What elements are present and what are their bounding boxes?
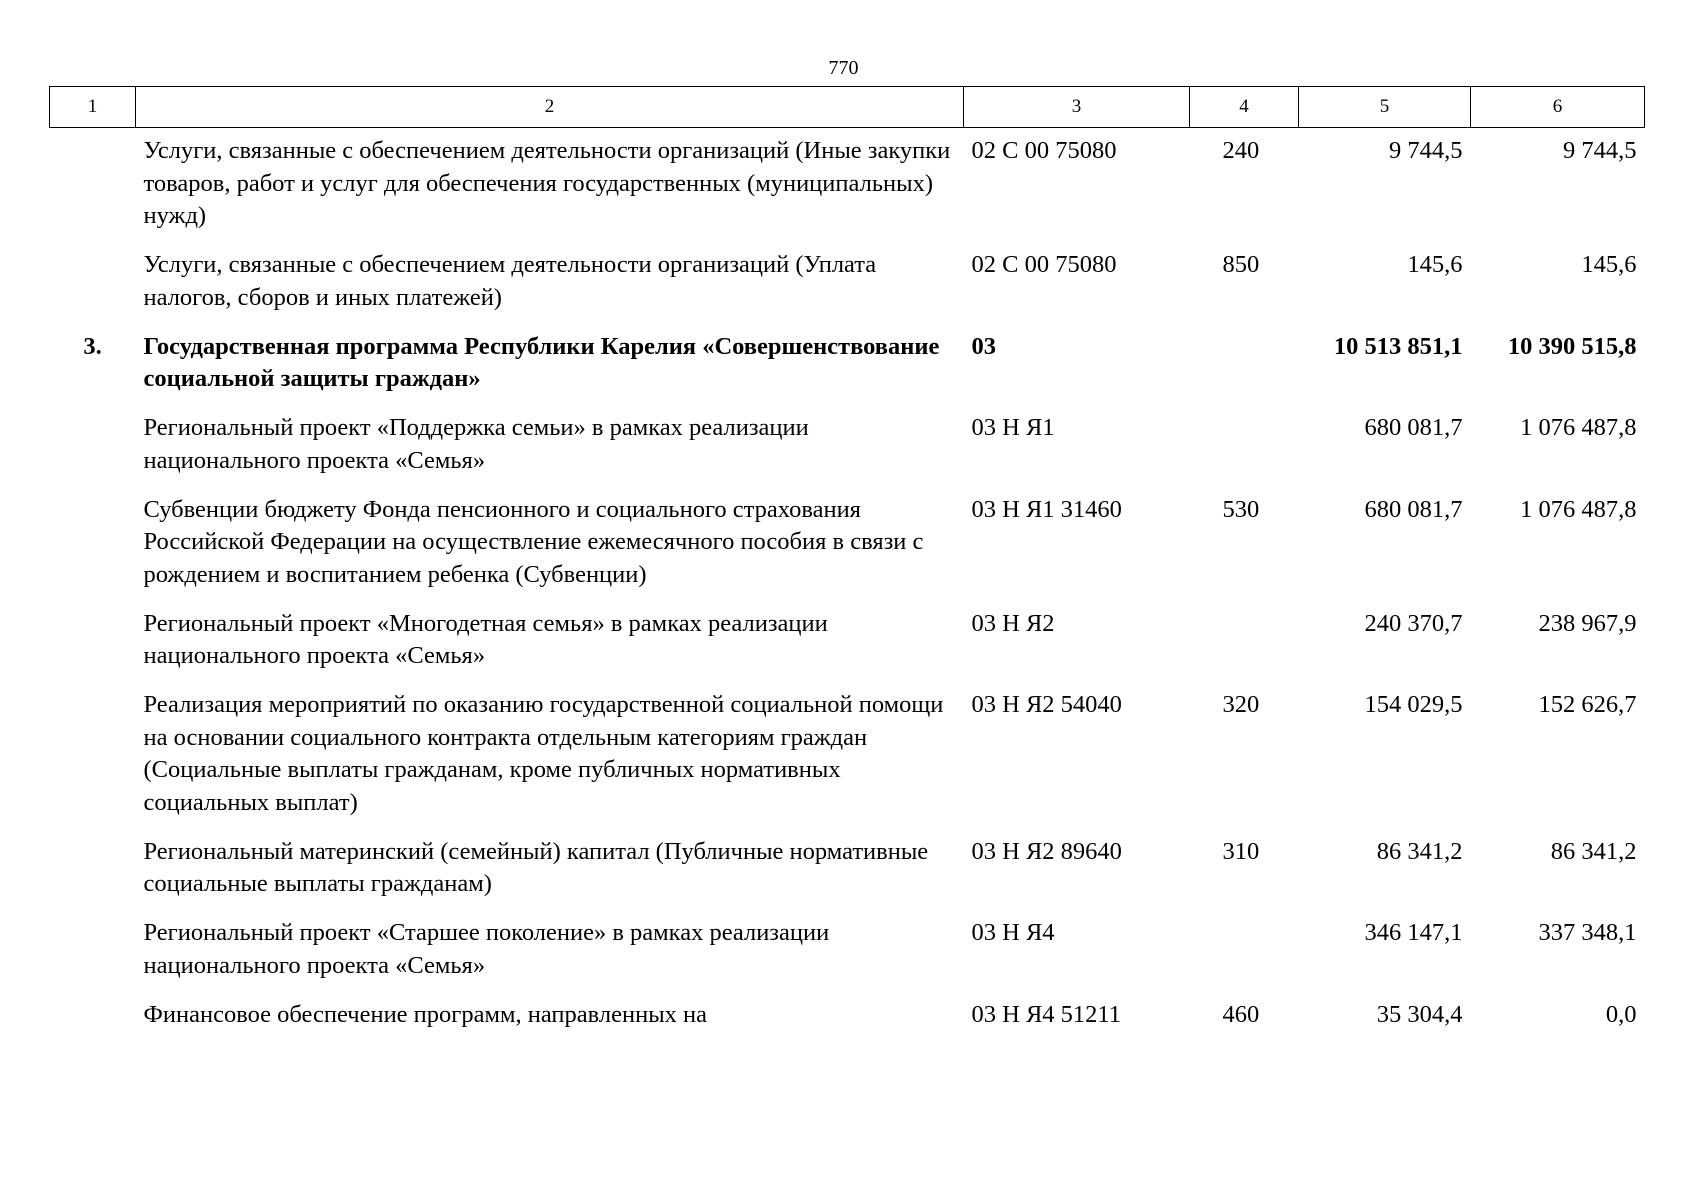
table-row	[50, 917, 1645, 999]
table-row	[50, 608, 1645, 690]
row-expense-type	[1190, 412, 1299, 494]
row-expense-type	[1190, 331, 1299, 413]
row-expense-type: 240	[1222, 137, 1260, 164]
table-row	[50, 331, 1645, 413]
row-amount-year-2: 145,6	[1581, 251, 1637, 278]
row-name: Региональный проект «Многодетная семья» в рамках реализации национального проекта «Семья»	[143, 609, 828, 669]
row-amount-year-1: 86 341,2	[1376, 837, 1463, 865]
row-number	[50, 917, 136, 999]
row-amount-year-2: 0,0	[1605, 1000, 1637, 1028]
row-amount-year-1: 680 081,7	[1364, 495, 1463, 523]
row-amount-year-2: 337 348,1	[1538, 919, 1637, 946]
row-name: Региональный проект «Старшее поколение» в рамках реализации национального проекта «Семья»	[143, 919, 830, 979]
row-name: Услуги, связанные с обеспечением деятельности организаций (Уплата налогов, сборов и иных платежей)	[143, 251, 877, 311]
row-target-code: 03 Н Я4	[971, 919, 1055, 946]
row-amount-year-1: 145,6	[1407, 251, 1463, 278]
row-target-code: 03 Н Я2 89640	[971, 837, 1122, 865]
row-target-code: 03 Н Я1	[971, 414, 1055, 441]
row-number	[50, 689, 136, 836]
row-target-code: 03 Н Я2 54040	[971, 691, 1122, 718]
table-row	[50, 128, 1645, 250]
row-target-code: 02 С 00 75080	[971, 137, 1117, 164]
table-row	[50, 836, 1645, 918]
row-target-code: 03 Н Я4 51211	[971, 1000, 1122, 1028]
row-amount-year-2: 1 076 487,8	[1520, 495, 1637, 523]
row-target-code: 03 Н Я1 31460	[971, 495, 1122, 523]
table-row	[50, 494, 1645, 608]
row-amount-year-2: 9 744,5	[1563, 137, 1637, 164]
row-target-code: 02 С 00 75080	[971, 251, 1117, 278]
column-header: 1	[50, 87, 136, 128]
row-amount-year-1: 346 147,1	[1364, 919, 1463, 946]
table-row	[50, 689, 1645, 836]
row-number	[50, 249, 136, 331]
row-name: Государственная программа Республики Карелия «Совершенствование социальной защиты граждан»	[143, 332, 940, 392]
row-target-code: 03 Н Я2	[971, 609, 1055, 637]
row-expense-type: 530	[1222, 495, 1260, 523]
table-header-row	[50, 87, 1645, 128]
column-header: 2	[136, 87, 964, 128]
row-number	[50, 494, 136, 608]
row-amount-year-1: 35 304,4	[1376, 1000, 1463, 1028]
row-amount-year-2: 86 341,2	[1550, 837, 1637, 865]
column-header: 3	[964, 87, 1190, 128]
table-body	[50, 128, 1645, 1048]
row-amount-year-1: 680 081,7	[1364, 414, 1463, 441]
row-expense-type: 850	[1222, 251, 1260, 278]
row-amount-year-2: 1 076 487,8	[1520, 414, 1637, 441]
row-amount-year-2: 238 967,9	[1538, 609, 1637, 637]
row-expense-type: 460	[1222, 1000, 1260, 1028]
row-name: Субвенции бюджету Фонда пенсионного и социального страхования Российской Федерации на осуществление ежемесячного пособия в связи с рождением и воспитанием ребенка (Субвенции)	[143, 495, 924, 588]
row-amount-year-1: 240 370,7	[1364, 609, 1463, 637]
row-amount-year-1: 10 513 851,1	[1333, 332, 1463, 360]
column-header: 5	[1299, 87, 1471, 128]
row-expense-type	[1190, 917, 1299, 999]
budget-table	[49, 86, 1645, 1048]
row-name: Региональный материнский (семейный) капитал (Публичные нормативные социальные выплаты гражданам)	[143, 837, 929, 897]
row-name: Реализация мероприятий по оказанию государственной социальной помощи на основании социального контракта отдельным категориям граждан (Социальные выплаты гражданам, кроме публичных нормативных социальных выплат)	[143, 691, 944, 816]
column-header: 6	[1471, 87, 1645, 128]
table-row	[50, 999, 1645, 1048]
row-name: Финансовое обеспечение программ, направленных на	[143, 1000, 708, 1028]
row-amount-year-1: 9 744,5	[1389, 137, 1463, 164]
row-number	[50, 128, 136, 250]
row-target-code: 03	[971, 332, 996, 360]
table-row	[50, 249, 1645, 331]
row-number	[50, 999, 136, 1048]
page-number: 770	[828, 57, 859, 79]
table-row	[50, 412, 1645, 494]
row-amount-year-1: 154 029,5	[1364, 691, 1463, 718]
row-name: Услуги, связанные с обеспечением деятельности организаций (Иные закупки товаров, работ и услуг для обеспечения государственных (муниципальных) нужд)	[143, 137, 951, 229]
row-name: Региональный проект «Поддержка семьи» в рамках реализации национального проекта «Семья»	[143, 414, 809, 474]
column-header: 4	[1190, 87, 1299, 128]
row-amount-year-2: 10 390 515,8	[1507, 332, 1637, 360]
row-amount-year-2: 152 626,7	[1538, 691, 1637, 718]
row-number	[50, 608, 136, 690]
row-expense-type: 320	[1222, 691, 1260, 718]
row-number	[50, 836, 136, 918]
row-number: 3.	[83, 332, 102, 360]
row-number	[50, 412, 136, 494]
row-expense-type: 310	[1222, 837, 1260, 865]
row-expense-type	[1190, 608, 1299, 690]
